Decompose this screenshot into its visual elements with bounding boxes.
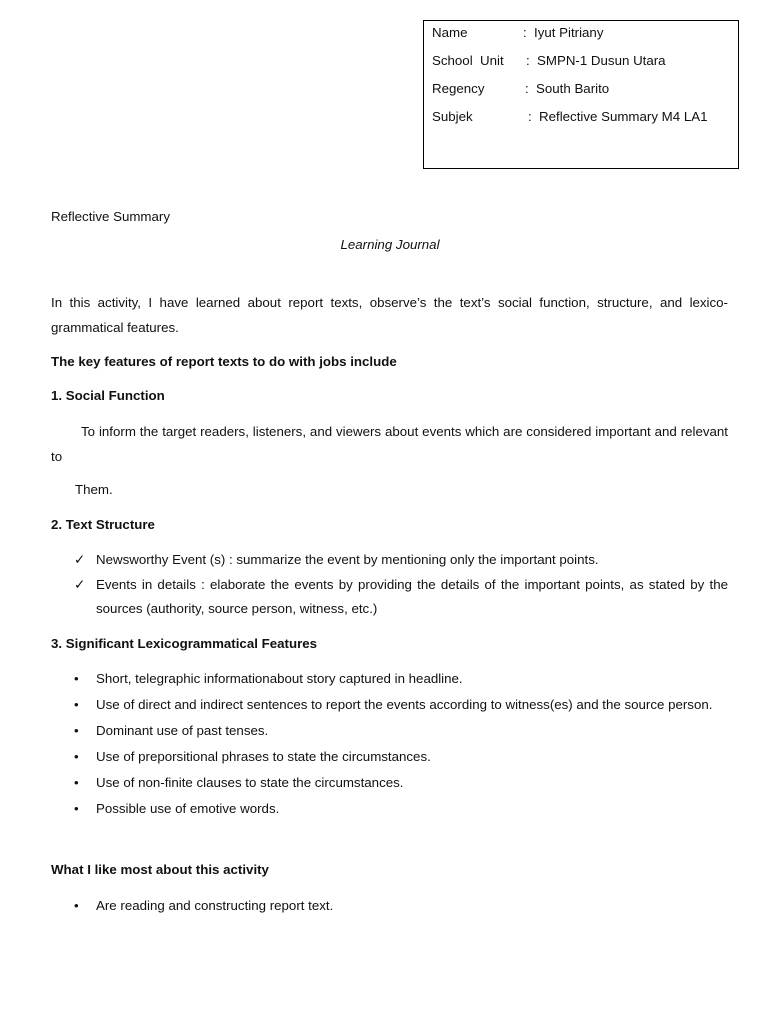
info-separator: :: [523, 25, 527, 40]
social-function-body: To inform the target readers, listeners, and viewers about events which are considered important and relevant to: [51, 424, 728, 464]
list-item: [51, 548, 728, 573]
list-item-text: Newsworthy Event (s) : summarize the event by mentioning only the important points.: [96, 552, 599, 567]
list-item: [51, 771, 728, 796]
bullet-icon: •: [74, 898, 79, 913]
list-item-text: Use of direct and indirect sentences to report the events according to witness(es) and the source person.: [96, 697, 713, 712]
section-lexicogrammatical-title: 3. Significant Lexicogrammatical Features: [51, 636, 318, 651]
section-social-function-title: 1. Social Function: [51, 388, 165, 403]
intro-paragraph: In this activity, I have learned about report texts, observe’s the text’s social function, structure, and lexico-grammatical features.: [51, 295, 728, 335]
info-label: Name: [432, 25, 468, 40]
list-item-text: Possible use of emotive words.: [96, 801, 280, 816]
bullet-icon: •: [74, 749, 79, 764]
social-function-continuation: Them.: [75, 482, 113, 497]
list-item: [51, 573, 728, 622]
info-label: Subjek: [432, 109, 473, 124]
bullet-icon: •: [74, 801, 79, 816]
info-label: Regency: [432, 81, 485, 96]
bullet-icon: •: [74, 723, 79, 738]
student-info-box: [423, 20, 739, 169]
list-item-text: Dominant use of past tenses.: [96, 723, 269, 738]
info-value: Reflective Summary M4 LA1: [539, 109, 708, 124]
list-item: [51, 745, 728, 770]
list-item-text: Use of non-finite clauses to state the circumstances.: [96, 775, 404, 790]
list-item-text: Events in details : elaborate the events by providing the details of the important points, as stated by the sources (authority, source person, witness, etc.): [96, 576, 728, 616]
info-value: Iyut Pitriany: [534, 25, 604, 40]
info-value: SMPN-1 Dusun Utara: [537, 53, 666, 68]
bullet-icon: •: [74, 671, 79, 686]
key-features-heading: The key features of report texts to do with jobs include: [51, 354, 397, 369]
info-separator: :: [525, 81, 529, 96]
info-separator: :: [526, 53, 530, 68]
text-structure-list: [51, 548, 728, 622]
list-item-text: Are reading and constructing report text.: [96, 898, 334, 913]
section-text-structure-title: 2. Text Structure: [51, 517, 155, 532]
info-separator: :: [528, 109, 532, 124]
like-most-list: [51, 894, 728, 920]
list-item: [51, 693, 728, 718]
bullet-icon: •: [74, 697, 79, 712]
list-item: [51, 797, 728, 822]
document-subtitle: Learning Journal: [340, 237, 440, 252]
document-heading: Reflective Summary: [51, 209, 170, 224]
list-item: [51, 719, 728, 744]
like-most-heading: What I like most about this activity: [51, 862, 269, 877]
list-item: [51, 894, 728, 919]
info-label: School Unit: [432, 53, 504, 68]
checkmark-icon: ✓: [74, 576, 86, 592]
list-item-text: Use of preporsitional phrases to state the circumstances.: [96, 749, 431, 764]
list-item: [51, 667, 728, 692]
bullet-icon: •: [74, 775, 79, 790]
list-item-text: Short, telegraphic informationabout story captured in headline.: [96, 671, 463, 686]
checkmark-icon: ✓: [74, 552, 86, 567]
lexicogrammatical-list: [51, 667, 728, 823]
info-value: South Barito: [536, 81, 610, 96]
